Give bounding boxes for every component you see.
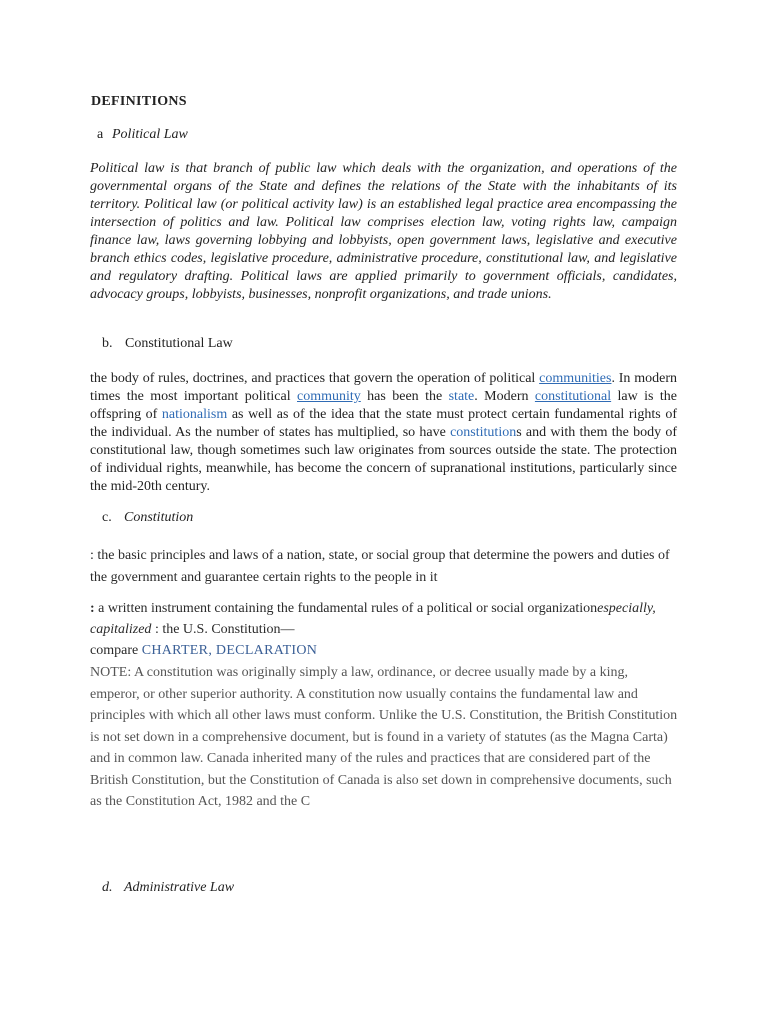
- compare-label: compare: [90, 643, 142, 658]
- separator: ,: [208, 643, 216, 658]
- section-d-title: Administrative Law: [124, 880, 235, 895]
- constitution-link[interactable]: constitution: [450, 425, 517, 440]
- section-b-marker: b.: [102, 336, 113, 351]
- section-c-title: Constitution: [124, 510, 194, 525]
- state-link[interactable]: state: [448, 389, 475, 404]
- declaration-link[interactable]: DECLARATION: [215, 643, 318, 658]
- constitution-definition-2: [90, 598, 690, 661]
- section-d-marker: d.: [102, 880, 113, 895]
- section-d-heading: [102, 880, 234, 896]
- text-run: : the U.S. Constitution—: [151, 622, 295, 637]
- nationalism-link[interactable]: nationalism: [161, 407, 228, 422]
- section-a-title: Political Law: [112, 127, 188, 142]
- section-b-title: Constitutional Law: [125, 336, 233, 351]
- communities-link[interactable]: communities: [539, 371, 612, 386]
- section-a-marker: a: [97, 127, 104, 142]
- text-run: as well as of the idea that the state must protect certain fundamental rights of the individual. As the number of states has multiplied, so have: [90, 407, 677, 440]
- section-a-heading: [97, 127, 188, 143]
- text-run: s and with them the body of constitutional law, though sometimes such law originates from sources outside the state. The protection of individual rights, meanwhile, has become the concern of supranational institutions, particularly since the mid-20th century.: [90, 425, 678, 494]
- text-run: has been the: [360, 389, 449, 404]
- section-c-marker: c.: [102, 510, 112, 525]
- text-run: . Modern: [474, 389, 535, 404]
- text-run: . In modern times the most important political: [90, 371, 677, 404]
- constitutional-law-paragraph: [90, 370, 677, 496]
- community-link[interactable]: community: [297, 389, 361, 404]
- usage-note: especially, capitalized: [90, 601, 656, 637]
- text-run: a written instrument containing the fundamental rules of a political or social organization: [94, 601, 598, 616]
- page-heading: DEFINITIONS: [91, 94, 187, 109]
- section-b-heading: [102, 336, 233, 352]
- text-run: law is the offspring of: [90, 389, 677, 422]
- text-run: the body of rules, doctrines, and practices that govern the operation of political: [90, 371, 540, 386]
- section-c-heading: [102, 510, 193, 526]
- constitution-note: NOTE: A constitution was originally simply a law, ordinance, or decree usually made by a king, emperor, or other superior authority. A constitution now usually contains the fundamental law and principles with which all other laws must conform. Unlike the U.S. Constitution, the British Constitution is not set down in a comprehensive document, but is found in a variety of statutes (as the Magna Carta) and in common law. Canada inherited many of the rules and practices that are considered part of the British Constitution, but the Constitution of Canada is also set down in comprehensive documents, such as the Constitution Act, 1982 and the C: [90, 665, 678, 809]
- charter-link[interactable]: CHARTER: [141, 643, 209, 658]
- constitutional-link[interactable]: constitutional: [534, 389, 612, 404]
- political-law-paragraph: Political law is that branch of public law which deals with the organization, and operations of the governmental organs of the State and defines the relations of the State with the inhabitants of its territory. Political law (or political activity law) is an established legal practice area encompassing the intersection of politics and law. Political law comprises election law, voting rights law, campaign finance law, laws governing lobbying and lobbyists, open government laws, legislative and executive branch ethics codes, legislative procedure, administrative procedure, constitutional law, and legislative and regulatory drafting. Political laws are applied primarily to government officials, candidates, advocacy groups, lobbyists, businesses, nonprofit organizations, and trade unions.: [90, 161, 677, 302]
- constitution-definition-1: : the basic principles and laws of a nation, state, or social group that determine the powers and duties of the government and guarantee certain rights to the people in it: [90, 548, 670, 585]
- definition-colon: :: [90, 601, 95, 616]
